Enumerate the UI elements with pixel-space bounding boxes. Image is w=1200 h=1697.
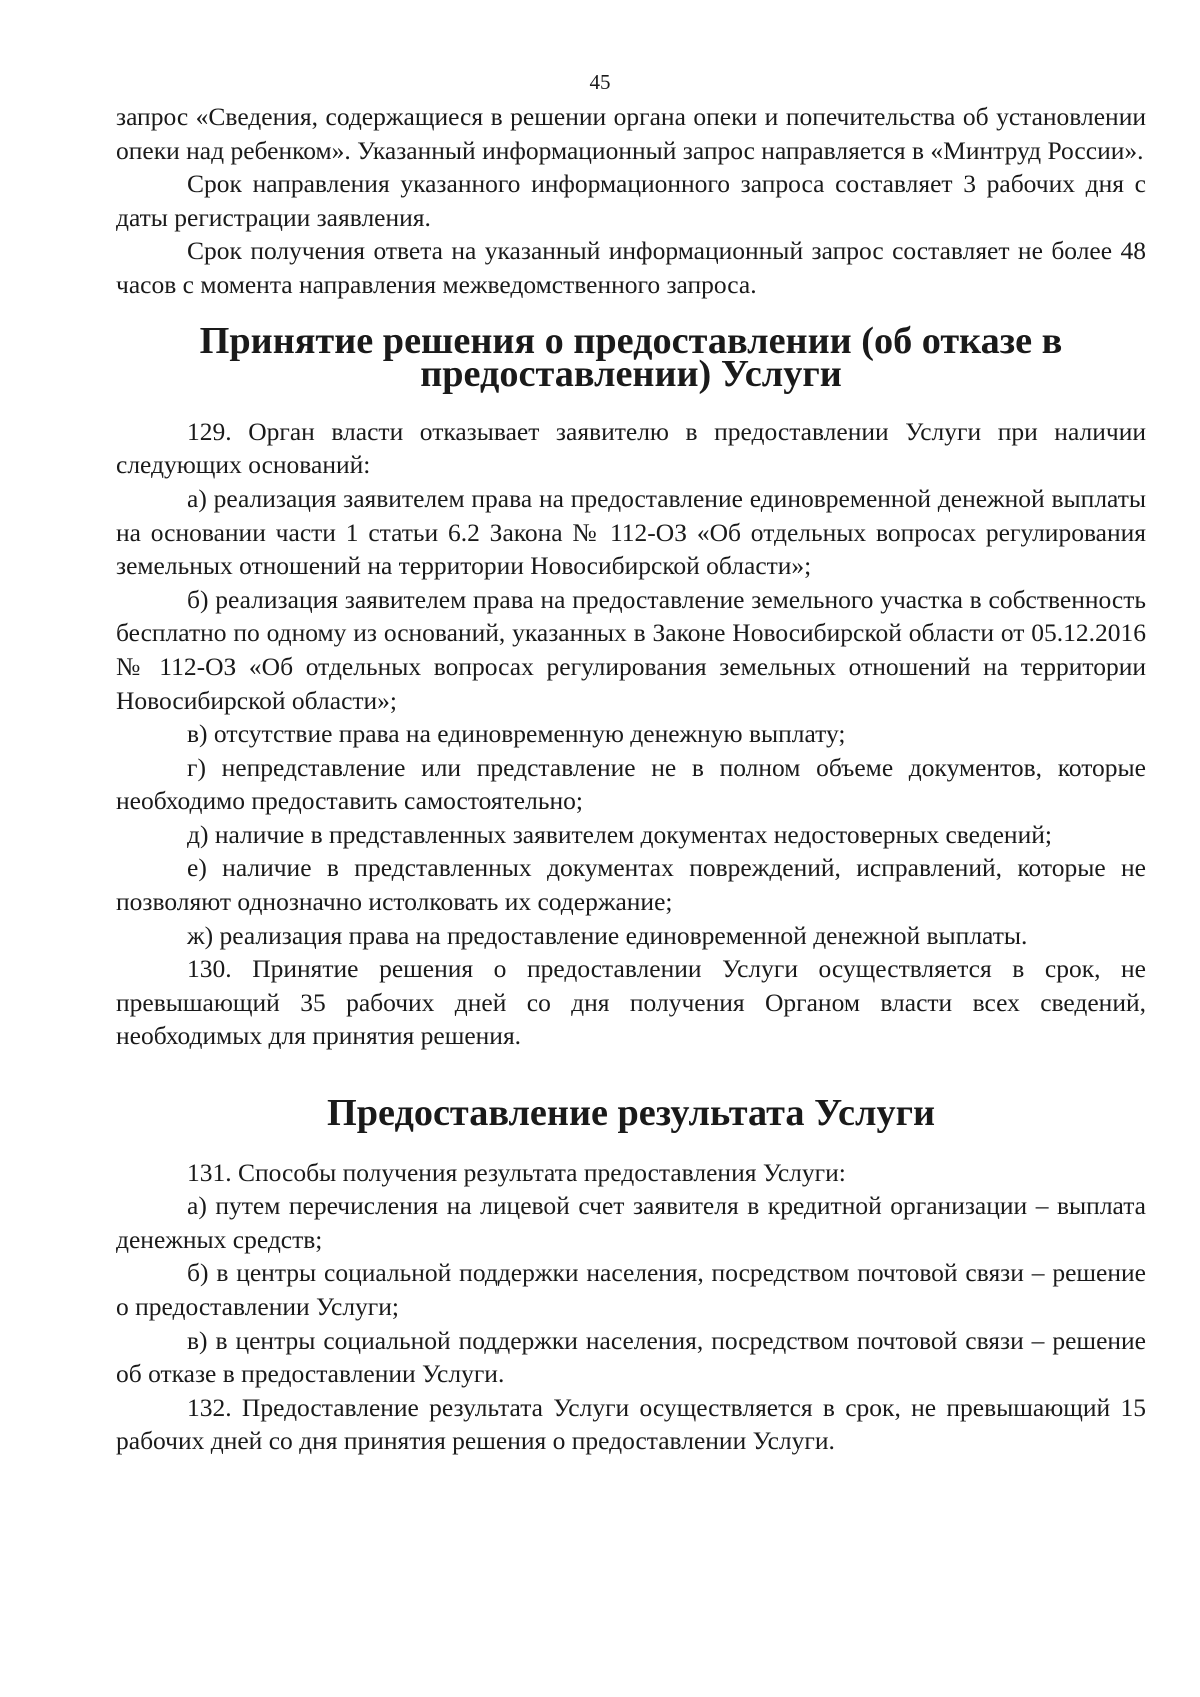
paragraph-129-a: а) реализация заявителем права на предоставление единовременной денежной выплаты на основании части 1 статьи 6.2 Закона № 112-ОЗ «Об отдельных вопросах регулирования земельных отношений на территории Новосибирской области»; <box>116 483 1146 581</box>
paragraph-129: 129. Орган власти отказывает заявителю в предоставлении Услуги при наличии следующих оснований: <box>116 416 1146 480</box>
paragraph-132: 132. Предоставление результата Услуги осуществляется в срок, не превышающий 15 рабочих дней со дня принятия решения о предоставлении Услуги. <box>116 1392 1146 1456</box>
paragraph-request-deadline: Срок направления указанного информационного запроса составляет 3 рабочих дня с даты регистрации заявления. <box>116 169 1146 232</box>
paragraph-129-zh: ж) реализация права на предоставление единовременной денежной выплаты. <box>187 920 1028 950</box>
paragraph-intro-continuation: запрос «Сведения, содержащиеся в решении органа опеки и попечительства об установлении опеки над ребенком». Указанный информационный запрос направляется в «Минтруд России». <box>116 102 1146 165</box>
paragraph-131-b: б) в центры социальной поддержки населения, посредством почтовой связи – решение о предоставлении Услуги; <box>116 1258 1146 1321</box>
document-body <box>116 100 1146 1458</box>
section-heading-decision: Принятие решения о предоставлении (об отказе в предоставлении) Услуги <box>199 319 1063 396</box>
paragraph-129-b: б) реализация заявителем права на предоставление земельного участка в собственность бесплатно по одному из оснований, указанных в Законе Новосибирской области от 05.12.2016 № 112-ОЗ «Об отдельных вопросах регулирования земельных отношений на территории Новосибирской области»; <box>116 584 1146 715</box>
paragraph-129-e: е) наличие в представленных документах повреждений, исправлений, которые не позволяют однозначно истолковать их содержание; <box>116 853 1146 917</box>
paragraph-129-v: в) отсутствие права на единовременную денежную выплату; <box>187 719 846 749</box>
paragraph-response-deadline: Срок получения ответа на указанный информационный запрос составляет не более 48 часов с момента направления межведомственного запроса. <box>116 236 1146 299</box>
paragraph-131-v: в) в центры социальной поддержки населения, посредством почтовой связи – решение об отказе в предоставлении Услуги. <box>116 1325 1146 1389</box>
page-number: 45 <box>589 70 611 94</box>
paragraph-129-d: д) наличие в представленных заявителем документах недостоверных сведений; <box>187 819 1052 849</box>
paragraph-131-a: а) путем перечисления на лицевой счет заявителя в кредитной организации – выплата денежных средств; <box>116 1191 1146 1254</box>
paragraph-131: 131. Способы получения результата предоставления Услуги: <box>187 1157 846 1187</box>
section-heading-result: Предоставление результата Услуги <box>326 1092 935 1135</box>
paragraph-130: 130. Принятие решения о предоставлении Услуги осуществляется в срок, не превышающий 35 рабочих дней со дня получения Органом власти всех сведений, необходимых для принятия решения. <box>116 954 1146 1051</box>
paragraph-129-g: г) непредставление или представление не в полном объеме документов, которые необходимо предоставить самостоятельно; <box>116 752 1146 816</box>
